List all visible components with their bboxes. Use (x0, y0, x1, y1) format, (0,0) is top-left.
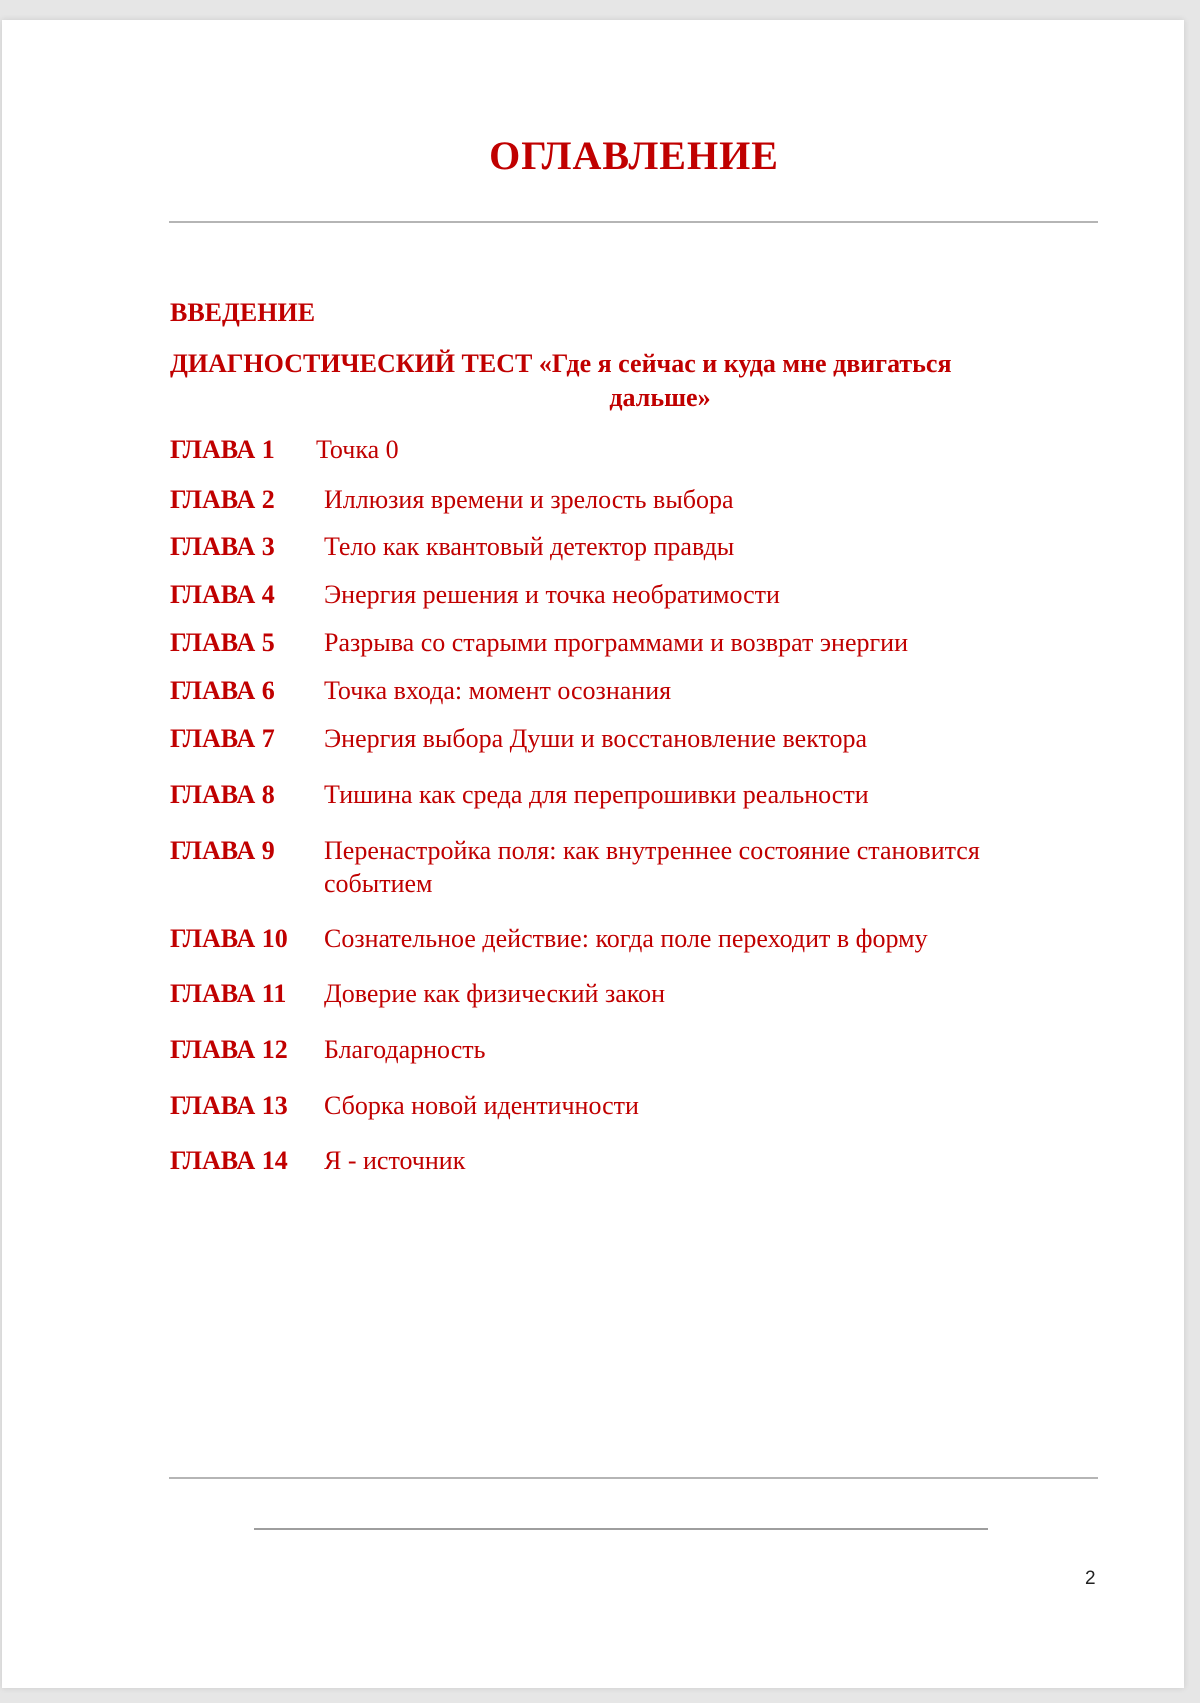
chapter-title: Разрыва со старыми программами и возврат энергии (324, 628, 908, 657)
toc-entry-introduction[interactable]: ВВЕДЕНИЕ (170, 298, 316, 327)
chapter-number: ГЛАВА 9 (170, 836, 275, 865)
chapter-title: Иллюзия времени и зрелость выбора (324, 485, 734, 514)
chapter-number: ГЛАВА 11 (170, 979, 287, 1008)
top-divider (169, 221, 1098, 223)
chapter-number: ГЛАВА 2 (170, 485, 275, 514)
chapter-title: Сборка новой идентичности (324, 1091, 639, 1120)
chapter-title: Точка 0 (316, 435, 399, 464)
page-number: 2 (1085, 1568, 1096, 1589)
chapter-number: ГЛАВА 7 (170, 724, 275, 753)
chapter-number: ГЛАВА 5 (170, 628, 275, 657)
footer-divider (169, 1477, 1098, 1479)
chapter-title: Точка входа: момент осознания (324, 676, 672, 705)
chapter-title: Сознательное действие: когда поле переходит в форму (324, 924, 928, 953)
chapter-title: Энергия выбора Души и восстановление вектора (324, 724, 868, 753)
chapter-number: ГЛАВА 8 (170, 780, 275, 809)
page-title: ОГЛАВЛЕНИЕ (489, 133, 779, 178)
chapter-number: ГЛАВА 6 (170, 676, 275, 705)
chapter-number: ГЛАВА 4 (170, 580, 275, 609)
chapter-number: ГЛАВА 3 (170, 532, 275, 561)
chapter-number: ГЛАВА 1 (170, 435, 275, 464)
chapter-number: ГЛАВА 12 (170, 1035, 288, 1064)
chapter-title: Энергия решения и точка необратимости (324, 580, 780, 609)
diagnostic-test-line-1: ДИАГНОСТИЧЕСКИЙ ТЕСТ «Где я сейчас и куда мне двигаться (170, 349, 952, 378)
chapter-title: Тело как квантовый детектор правды (324, 532, 735, 561)
chapter-title: Перенастройка поля: как внутреннее состояние становится событием (324, 836, 980, 898)
diagnostic-test-line-2: дальше» (609, 383, 711, 412)
chapter-title: Благодарность (324, 1035, 486, 1064)
chapter-title: Я - источник (324, 1146, 466, 1175)
chapter-number: ГЛАВА 14 (170, 1146, 288, 1175)
toc-entry-diagnostic-test[interactable] (170, 347, 1070, 415)
chapter-title: Тишина как среда для перепрошивки реальности (324, 780, 869, 809)
footer-divider-short (254, 1528, 988, 1530)
chapter-number: ГЛАВА 10 (170, 924, 288, 953)
chapter-title: Доверие как физический закон (324, 979, 666, 1008)
chapter-number: ГЛАВА 13 (170, 1091, 288, 1120)
